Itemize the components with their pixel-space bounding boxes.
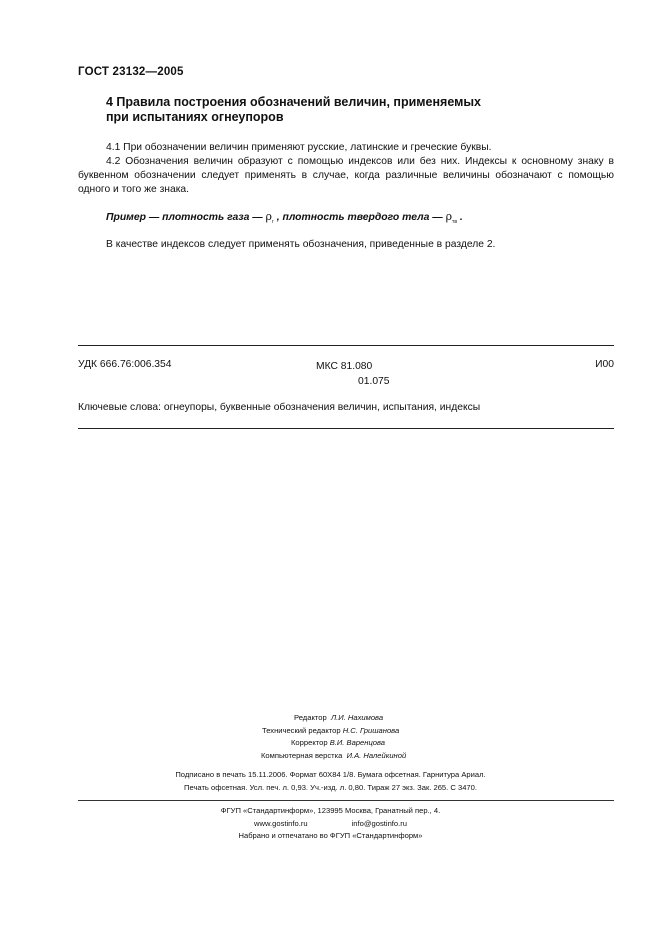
okstu-code: И00 (595, 359, 614, 370)
rho-gas-index: г (272, 219, 274, 226)
udk-code: УДК 666.76:006.354 (78, 359, 172, 370)
credit-tech-editor (262, 725, 661, 738)
credit-tech-name: Н.С. Гришанова (342, 725, 400, 735)
mks-code-1: МКС 81.080 (316, 361, 373, 372)
credit-editor-name: Л.И. Нахимова (330, 713, 384, 722)
rho-gas-symbol: ρ (265, 210, 273, 223)
credit-corrector-label: Корректор (291, 738, 328, 747)
publisher-printed: Набрано и отпечатано во ФГУП «Стандартинформ» (238, 831, 423, 840)
publisher-email[interactable]: info@gostinfo.ru (351, 818, 408, 828)
publisher-contacts (0, 818, 661, 831)
publisher-address: ФГУП «Стандартинформ», 123995 Москва, Гранатный пер., 4. (220, 806, 441, 815)
rho-solid-index: тв (452, 219, 457, 226)
keywords: Ключевые слова: огнеупоры, буквенные обозначения величин, испытания, индексы (78, 402, 481, 413)
credit-layout (261, 750, 661, 763)
credit-tech-label: Технический редактор (262, 725, 341, 735)
divider-top (78, 345, 614, 346)
section-title-line2: при испытаниях огнеупоров (106, 110, 284, 124)
credit-corrector-name: В.И. Варенцова (329, 738, 386, 747)
divider-imprint (78, 800, 614, 801)
credits-block (0, 712, 661, 762)
publication-line2: Печать офсетная. Усл. печ. л. 0,93. Уч.-изд. л. 0,80. Тираж 27 экз. Зак. 265. С 3470. (184, 782, 477, 792)
section-title (106, 95, 576, 125)
rho-solid-symbol: ρ (445, 210, 453, 223)
publisher-block (0, 805, 661, 843)
section-title-line1: 4 Правила построения обозначений величин, применяемых (106, 95, 481, 109)
credit-layout-name: И.А. Налейкиной (346, 750, 407, 760)
paragraph-indices: В качестве индексов следует применять обозначения, приведенные в разделе 2. (106, 239, 496, 250)
standard-header: ГОСТ 23132—2005 (78, 66, 184, 78)
paragraph-4-1: 4.1 При обозначении величин применяют русские, латинские и греческие буквы. (106, 142, 492, 153)
example-end: . (456, 212, 463, 223)
credit-layout-label: Компьютерная верстка (261, 750, 343, 760)
publisher-website[interactable]: www.gostinfo.ru (253, 818, 308, 828)
mks-codes (316, 359, 390, 389)
credit-editor-label: Редактор (294, 713, 327, 722)
credit-corrector (291, 737, 661, 750)
mks-code-2: 01.075 (358, 376, 390, 387)
credit-editor (294, 712, 661, 725)
publication-line1: Подписано в печать 15.11.2006. Формат 60Х84 1/8. Бумага офсетная. Гарнитура Ариал. (175, 770, 486, 779)
example-label: Пример — плотность газа — (106, 212, 266, 223)
example-line (106, 210, 463, 225)
example-mid: , плотность твердого тела — (273, 212, 446, 223)
publication-info (0, 769, 661, 794)
divider-bottom (78, 428, 614, 429)
paragraph-4-2: 4.2 Обозначения величин образуют с помощью индексов или без них. Индексы к основному знаку в буквенном обозначении следует применять в случае, когда различные величины обозначают с помощью одного и того же знака. (78, 156, 614, 195)
